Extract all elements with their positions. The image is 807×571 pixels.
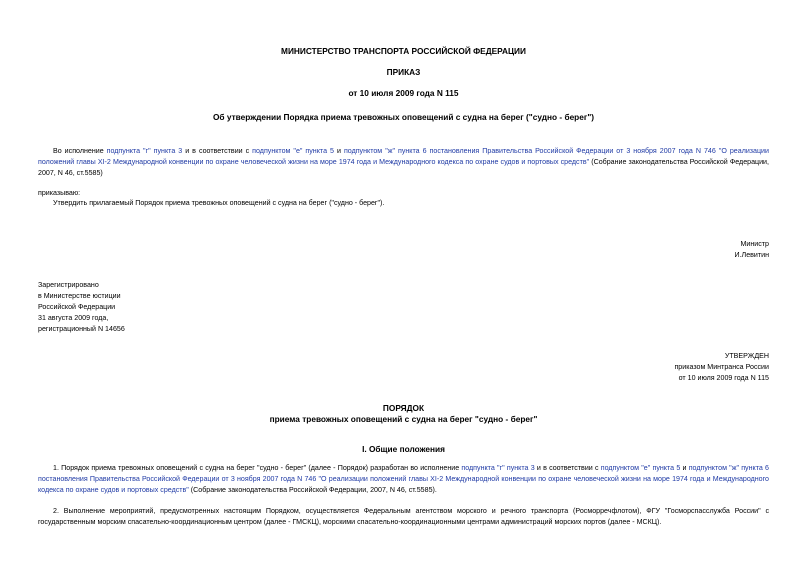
approve-text: Утвердить прилагаемый Порядок приема тревожных оповещений с судна на берег ("судно - берег"). [53, 199, 385, 207]
preamble-text: и [333, 147, 344, 155]
procedure-title: ПОРЯДОК [382, 403, 425, 413]
preamble-text: и в соответствии с [182, 147, 253, 155]
link-subpoint-e-point-5[interactable]: подпунктом "е" пункта 5 [600, 464, 681, 472]
link-subpoint-g-point-3[interactable]: подпункта "г" пункта 3 [461, 464, 535, 472]
preamble-text: (Собрание законодательства Российской Федерации, 2007, N 46, ст.5585) [38, 158, 769, 177]
point-2-paragraph: 2. Выполнение мероприятий, предусмотренных настоящим Порядком, осуществляется Федеральным агентством морского и речного транспорта (Росморречфлотом), ФГУ "Госморспасслужба России" с государственным морским спасательно-координационным центром (далее - ГМСКЦ), морскими спасательно-координационными центрами администраций морских портов (далее - МСКЦ). [38, 507, 769, 526]
signature-name: И.Левитин [734, 251, 769, 259]
link-government-decree-746[interactable]: постановления Правительства Российской Федерации от 3 ноября 2007 года N 746 "О реализации положений главы XI-2 Международной конвенции по охране человеческой жизни на море 1974 года и Международного кодекса по охране судов и портовых средств" [38, 147, 769, 166]
point-1-text: 1. Порядок приема тревожных оповещений с судна на берег "судно - берег" (далее - Порядок) разработан во исполнение [53, 464, 462, 472]
registration-line: в Министерстве юстиции [38, 292, 121, 300]
link-subpoint-zh-point-6[interactable]: подпунктом "ж" пункта 6 [343, 147, 427, 155]
command-text: приказываю: [38, 189, 81, 197]
order-title: Об утверждении Порядка приема тревожных оповещений с судна на берег ("судно - берег") [212, 112, 595, 122]
registration-line: регистрационный N 14656 [38, 325, 125, 333]
order-date: от 10 июля 2009 года N 115 [348, 88, 459, 98]
registration-line: 31 августа 2009 года, [38, 314, 109, 322]
registration-block [38, 280, 125, 335]
approved-block [674, 351, 769, 384]
link-government-decree-746[interactable]: постановления Правительства Российской Федерации от 3 ноября 2007 года N 746 "О реализации положений главы XI-2 Международной конвенции по охране человеческой жизни на море 1974 года и Международного кодекса по охране судов и портовых средств" [38, 475, 769, 494]
procedure-subtitle: приема тревожных оповещений с судна на берег "судно - берег" [269, 414, 538, 424]
link-subpoint-zh-point-6[interactable]: подпунктом "ж" пункта 6 [688, 464, 769, 472]
point-1-text: (Собрание законодательства Российской Федерации, 2007, N 46, ст.5585). [188, 486, 437, 494]
section-heading: I. Общие положения [362, 444, 445, 454]
point-1-paragraph [38, 463, 769, 496]
approved-line: УТВЕРЖДЕН [724, 352, 769, 360]
registration-line: Зарегистрировано [38, 281, 99, 289]
signature-position: Министр [740, 240, 769, 248]
preamble-text: Во исполнение [53, 147, 107, 155]
link-subpoint-e-point-5[interactable]: подпунктом "е" пункта 5 [252, 147, 334, 155]
approved-line: от 10 июля 2009 года N 115 [678, 374, 769, 382]
approved-line: приказом Минтранса России [674, 363, 769, 371]
order-heading: ПРИКАЗ [386, 67, 421, 77]
ministry-heading: МИНИСТЕРСТВО ТРАНСПОРТА РОССИЙСКОЙ ФЕДЕРАЦИИ [281, 46, 526, 56]
point-1-text: и в соответствии с [534, 464, 601, 472]
registration-line: Российской Федерации [38, 303, 116, 311]
link-subpoint-g-point-3[interactable]: подпункта "г" пункта 3 [106, 147, 183, 155]
point-1-text: и [680, 464, 689, 472]
preamble-paragraph [38, 146, 769, 179]
